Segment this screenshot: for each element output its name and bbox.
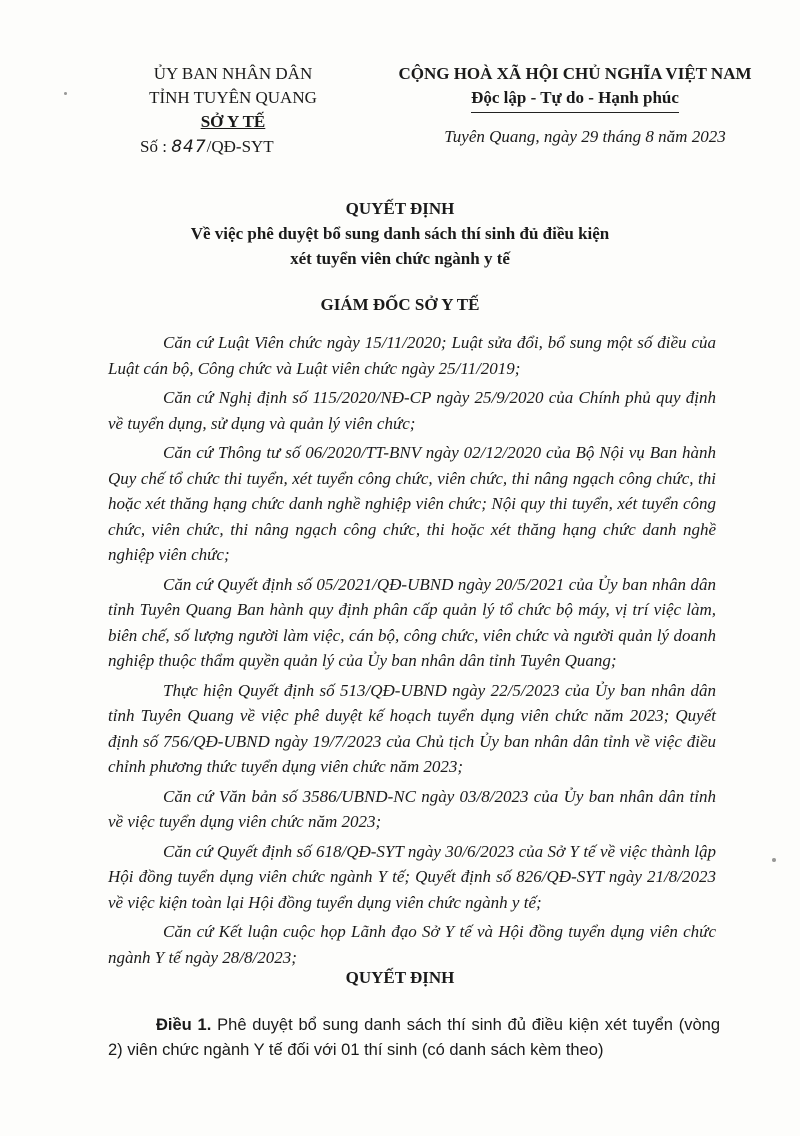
preamble-paragraph: Căn cứ Nghị định số 115/2020/NĐ-CP ngày 25/9/2020 của Chính phủ quy định về tuyển dụng, sử dụng và quản lý viên chức; (108, 388, 716, 433)
document-type: QUYẾT ĐỊNH (345, 199, 455, 218)
preamble-paragraph: Căn cứ Thông tư số 06/2020/TT-BNV ngày 02/12/2020 của Bộ Nội vụ Ban hành Quy chế tổ chức thi tuyển, xét tuyển công chức, viên chức, thi nâng ngạch công chức, thi hoặc xét thăng hạng chức danh nghề nghiệp viên chức; Nội quy thi tuyển, xét tuyển công chức, viên chức, thi nâng ngạch công chức, thi hoặc xét thăng hạng chức danh nghề nghiệp viên chức; (108, 443, 716, 564)
decision-heading: QUYẾT ĐỊNH (345, 968, 455, 987)
national-motto: Độc lập - Tự do - Hạnh phúc (471, 86, 679, 113)
scan-speck (772, 858, 776, 862)
article-1 (108, 1013, 720, 1063)
subject-line-1: Về việc phê duyệt bổ sung danh sách thí sinh đủ điều kiện (190, 224, 610, 243)
org-line-1: ỦY BAN NHÂN DÂN (153, 64, 313, 83)
signing-authority-heading: GIÁM ĐỐC SỞ Y TẾ (320, 295, 480, 314)
nation-title: CỘNG HOÀ XÃ HỘI CHỦ NGHĨA VIỆT NAM (398, 64, 752, 83)
national-heading-block (375, 62, 775, 149)
article-1-text: Phê duyệt bổ sung danh sách thí sinh đủ điều kiện xét tuyển (vòng 2) viên chức ngành Y tế đối với 01 thí sinh (có danh sách kèm theo) (108, 1016, 721, 1059)
document-number (118, 135, 348, 159)
org-department: SỞ Y TẾ (200, 112, 266, 131)
doc-number-suffix: /QĐ-SYT (206, 137, 274, 156)
doc-number-handwritten: 847 (171, 137, 207, 157)
preamble-paragraph: Thực hiện Quyết định số 513/QĐ-UBND ngày 22/5/2023 của Ủy ban nhân dân tỉnh Tuyên Quang về việc phê duyệt kế hoạch tuyển dụng viên chức năm 2023; Quyết định số 756/QĐ-UBND ngày 19/7/2023 của Chủ tịch Ủy ban nhân dân tỉnh về việc điều chỉnh phương thức tuyển dụng viên chức năm 2023; (108, 680, 716, 776)
subject-line-2: xét tuyển viên chức ngành y tế (290, 249, 510, 268)
doc-number-label: Số : (140, 137, 167, 156)
place-and-date: Tuyên Quang, ngày 29 tháng 8 năm 2023 (444, 127, 726, 146)
preamble-paragraph: Căn cứ Văn bản số 3586/UBND-NC ngày 03/8/2023 của Ủy ban nhân dân tỉnh về việc tuyển dụng viên chức năm 2023; (108, 786, 716, 831)
issuing-authority-block (118, 62, 348, 159)
preamble-paragraph: Căn cứ Quyết định số 618/QĐ-SYT ngày 30/6/2023 của Sở Y tế về việc thành lập Hội đồng tuyển dụng viên chức ngành Y tế; Quyết định số 826/QĐ-SYT ngày 21/8/2023 về việc kiện toàn lại Hội đồng tuyển dụng viên chức ngành y tế; (108, 841, 716, 912)
org-line-2: TỈNH TUYÊN QUANG (149, 88, 317, 107)
scan-speck (64, 92, 67, 95)
preamble-paragraph: Căn cứ Luật Viên chức ngày 15/11/2020; Luật sửa đổi, bổ sung một số điều của Luật cán bộ, Công chức và Luật viên chức ngày 25/11/2019; (108, 333, 716, 378)
preamble (108, 330, 716, 974)
preamble-paragraph: Căn cứ Kết luận cuộc họp Lãnh đạo Sở Y tế và Hội đồng tuyển dụng viên chức ngành Y tế ngày 28/8/2023; (108, 922, 716, 967)
preamble-paragraph: Căn cứ Quyết định số 05/2021/QĐ-UBND ngày 20/5/2021 của Ủy ban nhân dân tỉnh Tuyên Quang Ban hành quy định phân cấp quản lý tổ chức bộ máy, vị trí việc làm, biên chế, số lượng người làm việc, cán bộ, công chức, viên chức và người quản lý doanh nghiệp thuộc thẩm quyền quản lý của Ủy ban nhân dân tỉnh Tuyên Quang; (108, 574, 716, 670)
document-title (0, 196, 800, 271)
article-1-label: Điều 1. (156, 1016, 212, 1034)
